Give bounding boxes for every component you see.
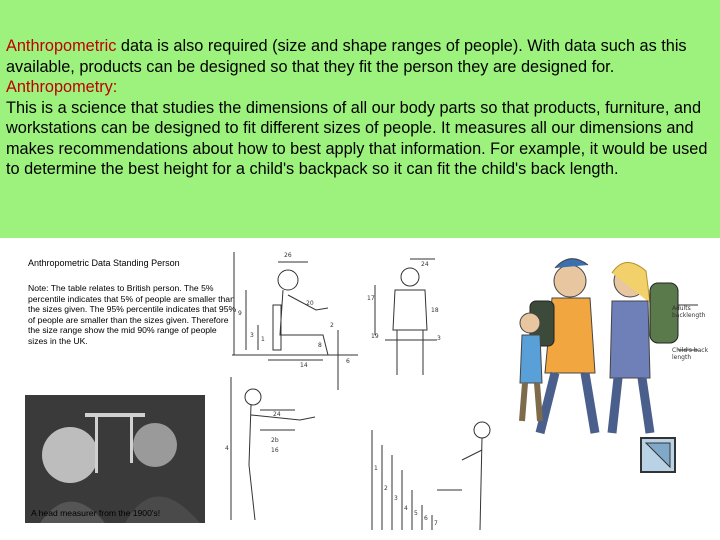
intro-paragraph	[6, 36, 712, 77]
child-backlength-label: Child's back length	[672, 347, 709, 361]
dim-label: 7	[434, 520, 438, 527]
back-nav-button[interactable]	[640, 437, 676, 473]
intro-paragraph-rest: data is also required (size and shape ranges of people). With data such as this available, products can be designed so that they fit the person they are designed for.	[6, 37, 687, 76]
intro-keyword: Anthropometric	[6, 37, 117, 55]
dim-label: 2	[330, 322, 334, 329]
dim-label: 8	[318, 342, 322, 349]
standing-height-diagram	[362, 390, 502, 535]
dim-label: 6	[346, 358, 350, 365]
dim-label: 6	[424, 515, 428, 522]
dim-label: 3	[437, 335, 441, 342]
dim-label: 19	[371, 333, 379, 340]
dim-label: 3	[394, 495, 398, 502]
anthropometry-paragraph: This is a science that studies the dimensions of all our body parts so that products, furniture, and workstations can be designed to fit different sizes of people. It measures all our dimensions and makes recommendations about how to best apply that information. For example, it would be used to determine the best height for a child's backpack so it can fit the child's back length.	[6, 98, 708, 178]
photo-caption: A head measurer from the 1900's!	[31, 508, 161, 518]
dim-label: 2b	[271, 437, 279, 444]
dim-label: 1	[374, 465, 378, 472]
dim-label: 17	[367, 295, 375, 302]
dim-label: 3	[250, 332, 254, 339]
dim-label: 9	[238, 310, 242, 317]
dim-label: 4	[404, 505, 408, 512]
dim-label: 24	[273, 411, 281, 418]
figure-title: Anthropometric Data Standing Person	[28, 258, 180, 268]
standing-reach-diagram	[225, 375, 325, 525]
dim-label: 14	[300, 362, 308, 369]
triangle-back-icon	[642, 439, 674, 471]
intro-text	[6, 36, 712, 180]
dim-label: 5	[414, 510, 418, 517]
adult-backlength-label: Adults backlength	[672, 305, 706, 319]
dim-label: 24	[421, 261, 429, 268]
dim-label: 4	[225, 445, 229, 452]
head-measurer-photo	[25, 395, 205, 523]
dim-label: 2	[384, 485, 388, 492]
dim-label: 16	[271, 447, 279, 454]
figure-note: Note: The table relates to British person. The 5% percentile indicates that 5% of people are smaller than the sizes given. The 95% percentile indicates that 95% of people are smaller than the sizes given. Therefore the size range show the mid 90% range of people sizes in the UK.	[28, 283, 237, 346]
seated-front-diagram	[365, 255, 455, 385]
dim-label: 20	[306, 300, 314, 307]
dim-label: 26	[284, 252, 292, 259]
dim-label: 1	[261, 336, 265, 343]
anthropometry-heading: Anthropometry:	[6, 78, 118, 96]
dim-label: 18	[431, 307, 439, 314]
backpack-illustration	[500, 243, 720, 438]
